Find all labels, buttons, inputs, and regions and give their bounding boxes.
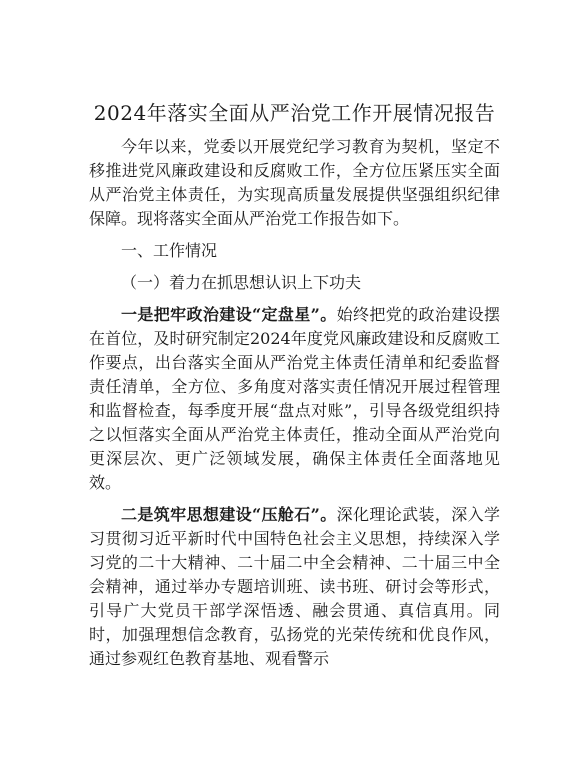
paragraph-lead: 一是把牢政治建设“定盘星”。	[121, 305, 337, 324]
paragraph-body: 深化理论武装，深入学习贯彻习近平新时代中国特色社会主义思想，持续深入学习党的二十大精神、二十届二中全会精神、二十届三中全会精神，通过举办专题培训班、读书班、研讨会等形式，引导广大党员干部学深悟透、融会贯通、真信真用。同时，加强理想信念教育，弘扬党的光荣传统和优良作风，通过参观红色教育基地、观看警示	[89, 505, 500, 668]
body-paragraph-2	[89, 503, 500, 671]
intro-paragraph: 今年以来，党委以开展党纪学习教育为契机，坚定不移推进党风廉政建设和反腐败工作，全方位压紧压实全面从严治党主体责任，为实现高质量发展提供坚强组织纪律保障。现将落实全面从严治党工作报告如下。	[89, 137, 500, 228]
section-heading: 一、工作情况	[121, 241, 218, 260]
document-title: 2024年落实全面从严治党工作开展情况报告	[93, 101, 496, 125]
body-paragraph-1	[89, 303, 500, 495]
paragraph-body: 始终把党的政治建设摆在首位，及时研究制定2024年度党风廉政建设和反腐败工作要点，出台落实全面从严治党主体责任清单和纪委监督责任清单，全方位、多角度对落实责任情况开展过程管理和监督检查，每季度开展“盘点对账”，引导各级党组织持之以恒落实全面从严治党主体责任，推动全面从严治党向更深层次、更广泛领域发展，确保主体责任全面落地见效。	[89, 305, 500, 492]
subsection-heading: （一）着力在抓思想认识上下功夫	[121, 273, 362, 292]
paragraph-lead: 二是筑牢思想建设“压舱石”。	[121, 505, 337, 524]
